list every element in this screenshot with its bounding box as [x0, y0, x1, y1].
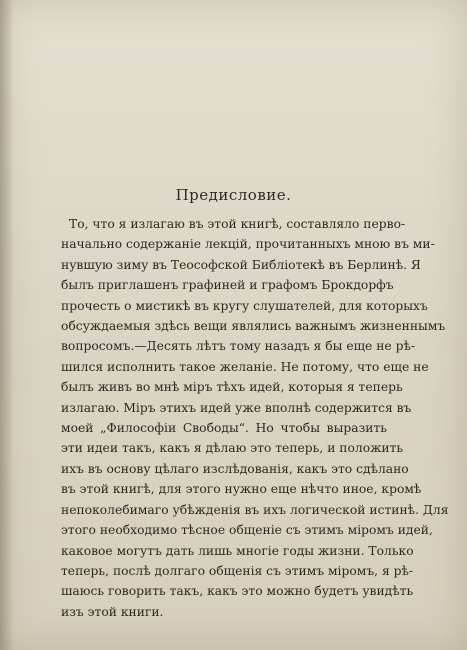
text-line: шился исполнить такое желаніе. Не потому, что еще не [61, 359, 429, 374]
text-line: шаюсь говорить такъ, какъ это можно будетъ увидѣть [61, 584, 414, 599]
page-title: Предисловие. [175, 186, 292, 204]
text-line: непоколебимаго убѣжденія въ ихъ логической истинѣ. Для [61, 502, 449, 517]
text-line: прочесть о мистикѣ въ кругу слушателей, для которыхъ [61, 298, 428, 313]
text-line: обсуждаемыя здѣсь вещи являлись важнымъ жизненнымъ [61, 319, 446, 334]
text-line: излагаю. Міръ этихъ идей уже вполнѣ содержится въ [61, 400, 412, 415]
text-line: каковое могутъ дать лишь многіе годы жизни. Только [61, 543, 414, 558]
preface-text [61, 214, 449, 622]
text-line: былъ живъ во мнѣ міръ тѣхъ идей, которыя я теперь [61, 380, 403, 395]
text-line: начально содержаніе лекцій, прочитанныхъ мною въ ми- [61, 237, 435, 252]
text-line: вопросомъ.—Десять лѣтъ тому назадъ я бы еще не рѣ- [61, 339, 416, 354]
text-line: ихъ въ основу цѣлаго изслѣдованія, какъ это сдѣлано [61, 461, 409, 476]
text-line: моей „Философіи Свободы“. Но чтобы выразить [61, 421, 387, 436]
text-line: теперь, послѣ долгаго общенія съ этимъ міромъ, я рѣ- [61, 563, 414, 578]
text-line: былъ приглашенъ графиней и графомъ Брокдорфъ [61, 278, 394, 293]
text-line: въ этой книгѣ, для этого нужно еще нѣчто иное, кромѣ [61, 482, 422, 497]
text-line: изъ этой книги. [61, 604, 164, 619]
text-line: То, что я излагаю въ этой книгѣ, составляло перво- [69, 217, 406, 231]
text-line: этого необходимо тѣсное общеніе съ этимъ міромъ идей, [61, 523, 433, 538]
text-line: нувшую зиму въ Теософской Библіотекѣ въ Берлинѣ. Я [61, 257, 421, 272]
page-spine-shadow [0, 0, 14, 650]
text-line: эти идеи такъ, какъ я дѣлаю это теперь, и положить [61, 441, 404, 456]
